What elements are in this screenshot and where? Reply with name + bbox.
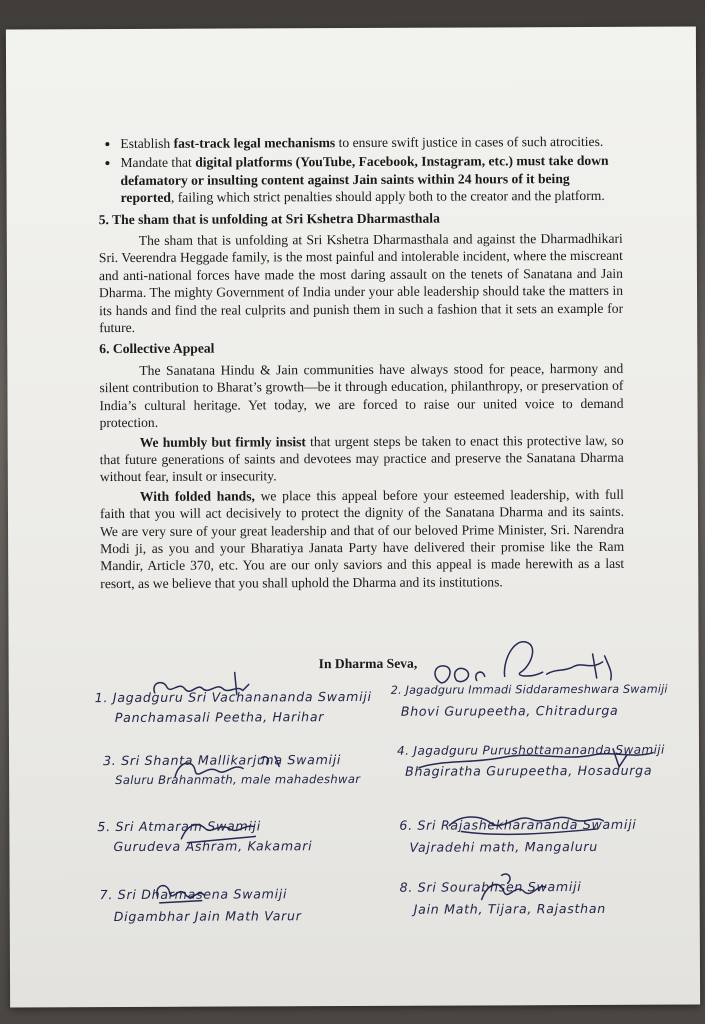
signatory-3-seat: Saluru Brahanmath, male mahadeshwar [115, 771, 361, 788]
signatory-6-name: 6. Sri Rajashekharananda Swamiji [399, 816, 637, 833]
letter-body [98, 133, 624, 594]
signatory-3-name: 3. Sri Shanta Mallikarjuna Swamiji [103, 752, 342, 769]
section-6-heading: 6. Collective Appeal [99, 341, 215, 357]
signatory-2-seat: Bhovi Gurupeetha, Chitradurga [400, 702, 619, 719]
section-6-paragraph-1: The Sanatana Hindu & Jain communities have always stood for peace, harmony and silent contribution to Bharat’s growth—be it through education, philanthropy, or preservation of India’s cultural heritage. Yet today, we are forced to raise our united voice to demand protection. [99, 360, 624, 431]
section-6-paragraph-2: We humbly but firmly insist that urgent steps be taken to enact this protective law, so that future generations of saints and devotees may practice and preserve the Sanatana Dharma without fear, insult or insecurity. [99, 432, 624, 485]
signatory-7-seat: Digambhar Jain Math Varur [113, 908, 302, 925]
signatory-6-seat: Vajradehi math, Mangaluru [409, 838, 598, 855]
signatory-1-name: 1. Jagadguru Sri Vachanananda Swamiji [94, 688, 372, 706]
demands-list [98, 133, 622, 207]
closing-salutation: In Dharma Seva, [318, 655, 418, 672]
list-item: • Establish fast-track legal mechanisms to ensure swift justice in cases of such atrocities. [120, 133, 622, 153]
letter-page [6, 26, 700, 1007]
signatory-8-name: 8. Sri Sourabhsen Swamiji [399, 879, 582, 895]
signatory-7-name: 7. Sri Dharmasena Swamiji [99, 886, 288, 903]
list-item: • Mandate that digital platforms (YouTube, Facebook, Instagram, etc.) must take down defamatory or insulting content against Jain saints within 24 hours of it being reported, failing which strict penalties should apply both to the creator and the platform. [120, 152, 622, 206]
signatory-4-seat: Bhagiratha Gurupeetha, Hosadurga [405, 762, 653, 779]
signatory-5-name: 5. Sri Atmaram Swamiji [97, 818, 261, 835]
section-5-heading: 5. The sham that is unfolding at Sri Kshetra Dharmasthala [98, 210, 440, 227]
signatory-1-seat: Panchamasali Peetha, Harihar [114, 709, 325, 726]
signatory-8-seat: Jain Math, Tijara, Rajasthan [413, 900, 606, 917]
signatory-5-seat: Gurudeva Ashram, Kakamari [113, 838, 313, 855]
signatory-4-name: 4. Jagadguru Purushottamananda Swamiji [396, 742, 665, 758]
signatory-2-name: 2. Jagadguru Immadi Siddarameshwara Swamiji [390, 682, 668, 697]
section-5-body: The sham that is unfolding at Sri Kshetra Dharmasthala and against the Dharmadhikari Sri. Veerendra Heggade family, is the most painful and intolerable incident, where the miscreant and anti-national forces have made the most daring assault on the tenets of Sanatana and Jain Dharma. The mighty Government of India under your able leadership should take the matters in its hands and find the real culprits and punish them in such a fashion that it sets an example for future. [98, 230, 624, 336]
section-6-paragraph-3: With folded hands, we place this appeal before your esteemed leadership, with full faith that you will act decisively to protect the dignity of the Sanatana Dharma and its saints. We are very sure of your great leadership and that of our beloved Prime Minister, Sri. Narendra Modi ji, as you and your Bharatiya Janata Party have delivered their promise like the Ram Mandir, Article 370, etc. You are our only saviors and this appeal is made herewith as a last resort, as we believe that you shall uphold the Dharma and its institutions. [99, 486, 625, 591]
